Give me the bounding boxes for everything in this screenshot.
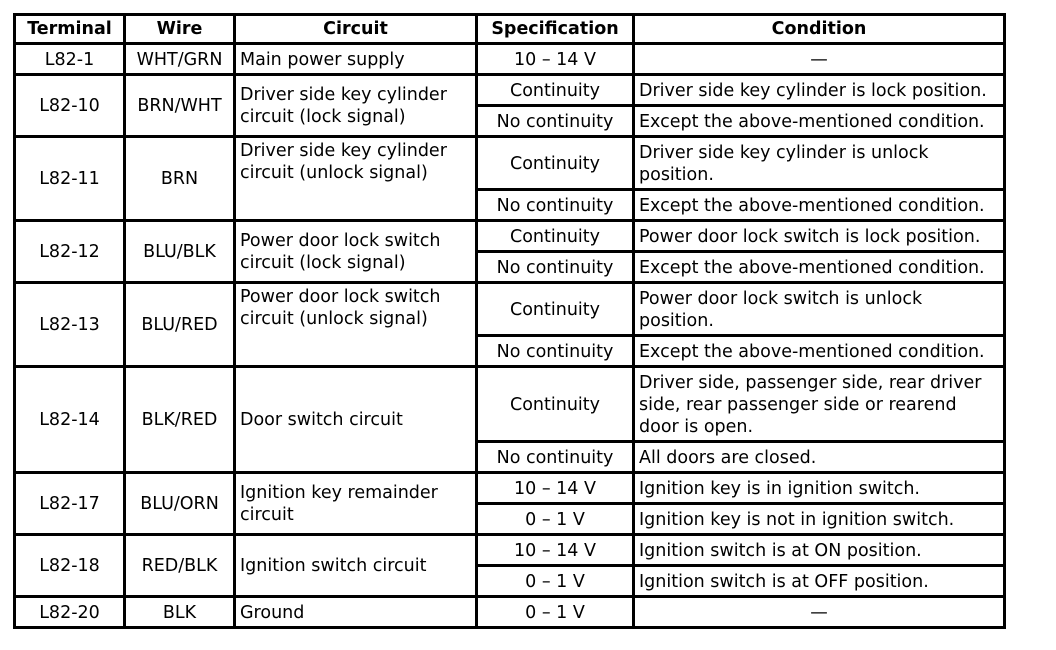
circuit-cell: Main power supply xyxy=(235,44,477,75)
condition-cell: Except the above-mentioned condition. xyxy=(634,252,1005,283)
spec-cell: No continuity xyxy=(477,190,634,221)
circuit-cell: Ignition key remainder circuit xyxy=(235,473,477,535)
terminal-cell: L82-18 xyxy=(15,535,125,597)
table-row xyxy=(15,283,1005,336)
spec-cell: Continuity xyxy=(477,221,634,252)
condition-cell: Ignition switch is at OFF position. xyxy=(634,566,1005,597)
spec-cell: Continuity xyxy=(477,75,634,106)
terminal-spec-table xyxy=(13,13,1006,629)
spec-cell: No continuity xyxy=(477,442,634,473)
condition-cell: Ignition key is not in ignition switch. xyxy=(634,504,1005,535)
wire-cell: BLK/RED xyxy=(125,367,235,473)
terminal-cell: L82-20 xyxy=(15,597,125,628)
wire-cell: BLU/BLK xyxy=(125,221,235,283)
condition-cell: Power door lock switch is lock position. xyxy=(634,221,1005,252)
circuit-cell: Driver side key cylinder circuit (unlock signal) xyxy=(235,137,477,221)
table-row xyxy=(15,367,1005,442)
condition-cell: — xyxy=(634,44,1005,75)
condition-cell: Driver side key cylinder is lock position. xyxy=(634,75,1005,106)
terminal-cell: L82-14 xyxy=(15,367,125,473)
condition-cell: Except the above-mentioned condition. xyxy=(634,190,1005,221)
header-terminal: Terminal xyxy=(15,15,125,44)
circuit-cell: Power door lock switch circuit (unlock signal) xyxy=(235,283,477,367)
condition-cell: Power door lock switch is unlock position. xyxy=(634,283,1005,336)
condition-cell: Except the above-mentioned condition. xyxy=(634,336,1005,367)
header-specification: Specification xyxy=(477,15,634,44)
table-row xyxy=(15,75,1005,106)
spec-cell: 0 – 1 V xyxy=(477,566,634,597)
spec-cell: 10 – 14 V xyxy=(477,535,634,566)
spec-cell: 0 – 1 V xyxy=(477,504,634,535)
spec-cell: 0 – 1 V xyxy=(477,597,634,628)
condition-cell: Ignition switch is at ON position. xyxy=(634,535,1005,566)
condition-cell: — xyxy=(634,597,1005,628)
wire-cell: WHT/GRN xyxy=(125,44,235,75)
spec-cell: No continuity xyxy=(477,252,634,283)
spec-cell: 10 – 14 V xyxy=(477,473,634,504)
condition-cell: All doors are closed. xyxy=(634,442,1005,473)
terminal-cell: L82-12 xyxy=(15,221,125,283)
table-row xyxy=(15,597,1005,628)
circuit-cell: Driver side key cylinder circuit (lock signal) xyxy=(235,75,477,137)
wire-cell: BLU/ORN xyxy=(125,473,235,535)
wire-cell: BRN/WHT xyxy=(125,75,235,137)
condition-cell: Except the above-mentioned condition. xyxy=(634,106,1005,137)
condition-cell: Driver side key cylinder is unlock position. xyxy=(634,137,1005,190)
terminal-cell: L82-10 xyxy=(15,75,125,137)
terminal-cell: L82-13 xyxy=(15,283,125,367)
spec-cell: Continuity xyxy=(477,283,634,336)
circuit-cell: Door switch circuit xyxy=(235,367,477,473)
spec-cell: No continuity xyxy=(477,336,634,367)
table-row xyxy=(15,473,1005,504)
wire-cell: RED/BLK xyxy=(125,535,235,597)
circuit-cell: Ground xyxy=(235,597,477,628)
spec-cell: Continuity xyxy=(477,137,634,190)
header-wire: Wire xyxy=(125,15,235,44)
condition-cell: Driver side, passenger side, rear driver side, rear passenger side or rearend door is open. xyxy=(634,367,1005,442)
header-circuit: Circuit xyxy=(235,15,477,44)
condition-cell: Ignition key is in ignition switch. xyxy=(634,473,1005,504)
wire-cell: BRN xyxy=(125,137,235,221)
terminal-cell: L82-1 xyxy=(15,44,125,75)
spec-cell: No continuity xyxy=(477,106,634,137)
spec-cell: 10 – 14 V xyxy=(477,44,634,75)
table-row xyxy=(15,535,1005,566)
spec-cell: Continuity xyxy=(477,367,634,442)
table-row xyxy=(15,44,1005,75)
wire-cell: BLK xyxy=(125,597,235,628)
circuit-cell: Power door lock switch circuit (lock signal) xyxy=(235,221,477,283)
table-row xyxy=(15,221,1005,252)
wire-cell: BLU/RED xyxy=(125,283,235,367)
table-row xyxy=(15,137,1005,190)
header-condition: Condition xyxy=(634,15,1005,44)
circuit-cell: Ignition switch circuit xyxy=(235,535,477,597)
terminal-cell: L82-11 xyxy=(15,137,125,221)
header-row xyxy=(15,15,1005,44)
terminal-cell: L82-17 xyxy=(15,473,125,535)
